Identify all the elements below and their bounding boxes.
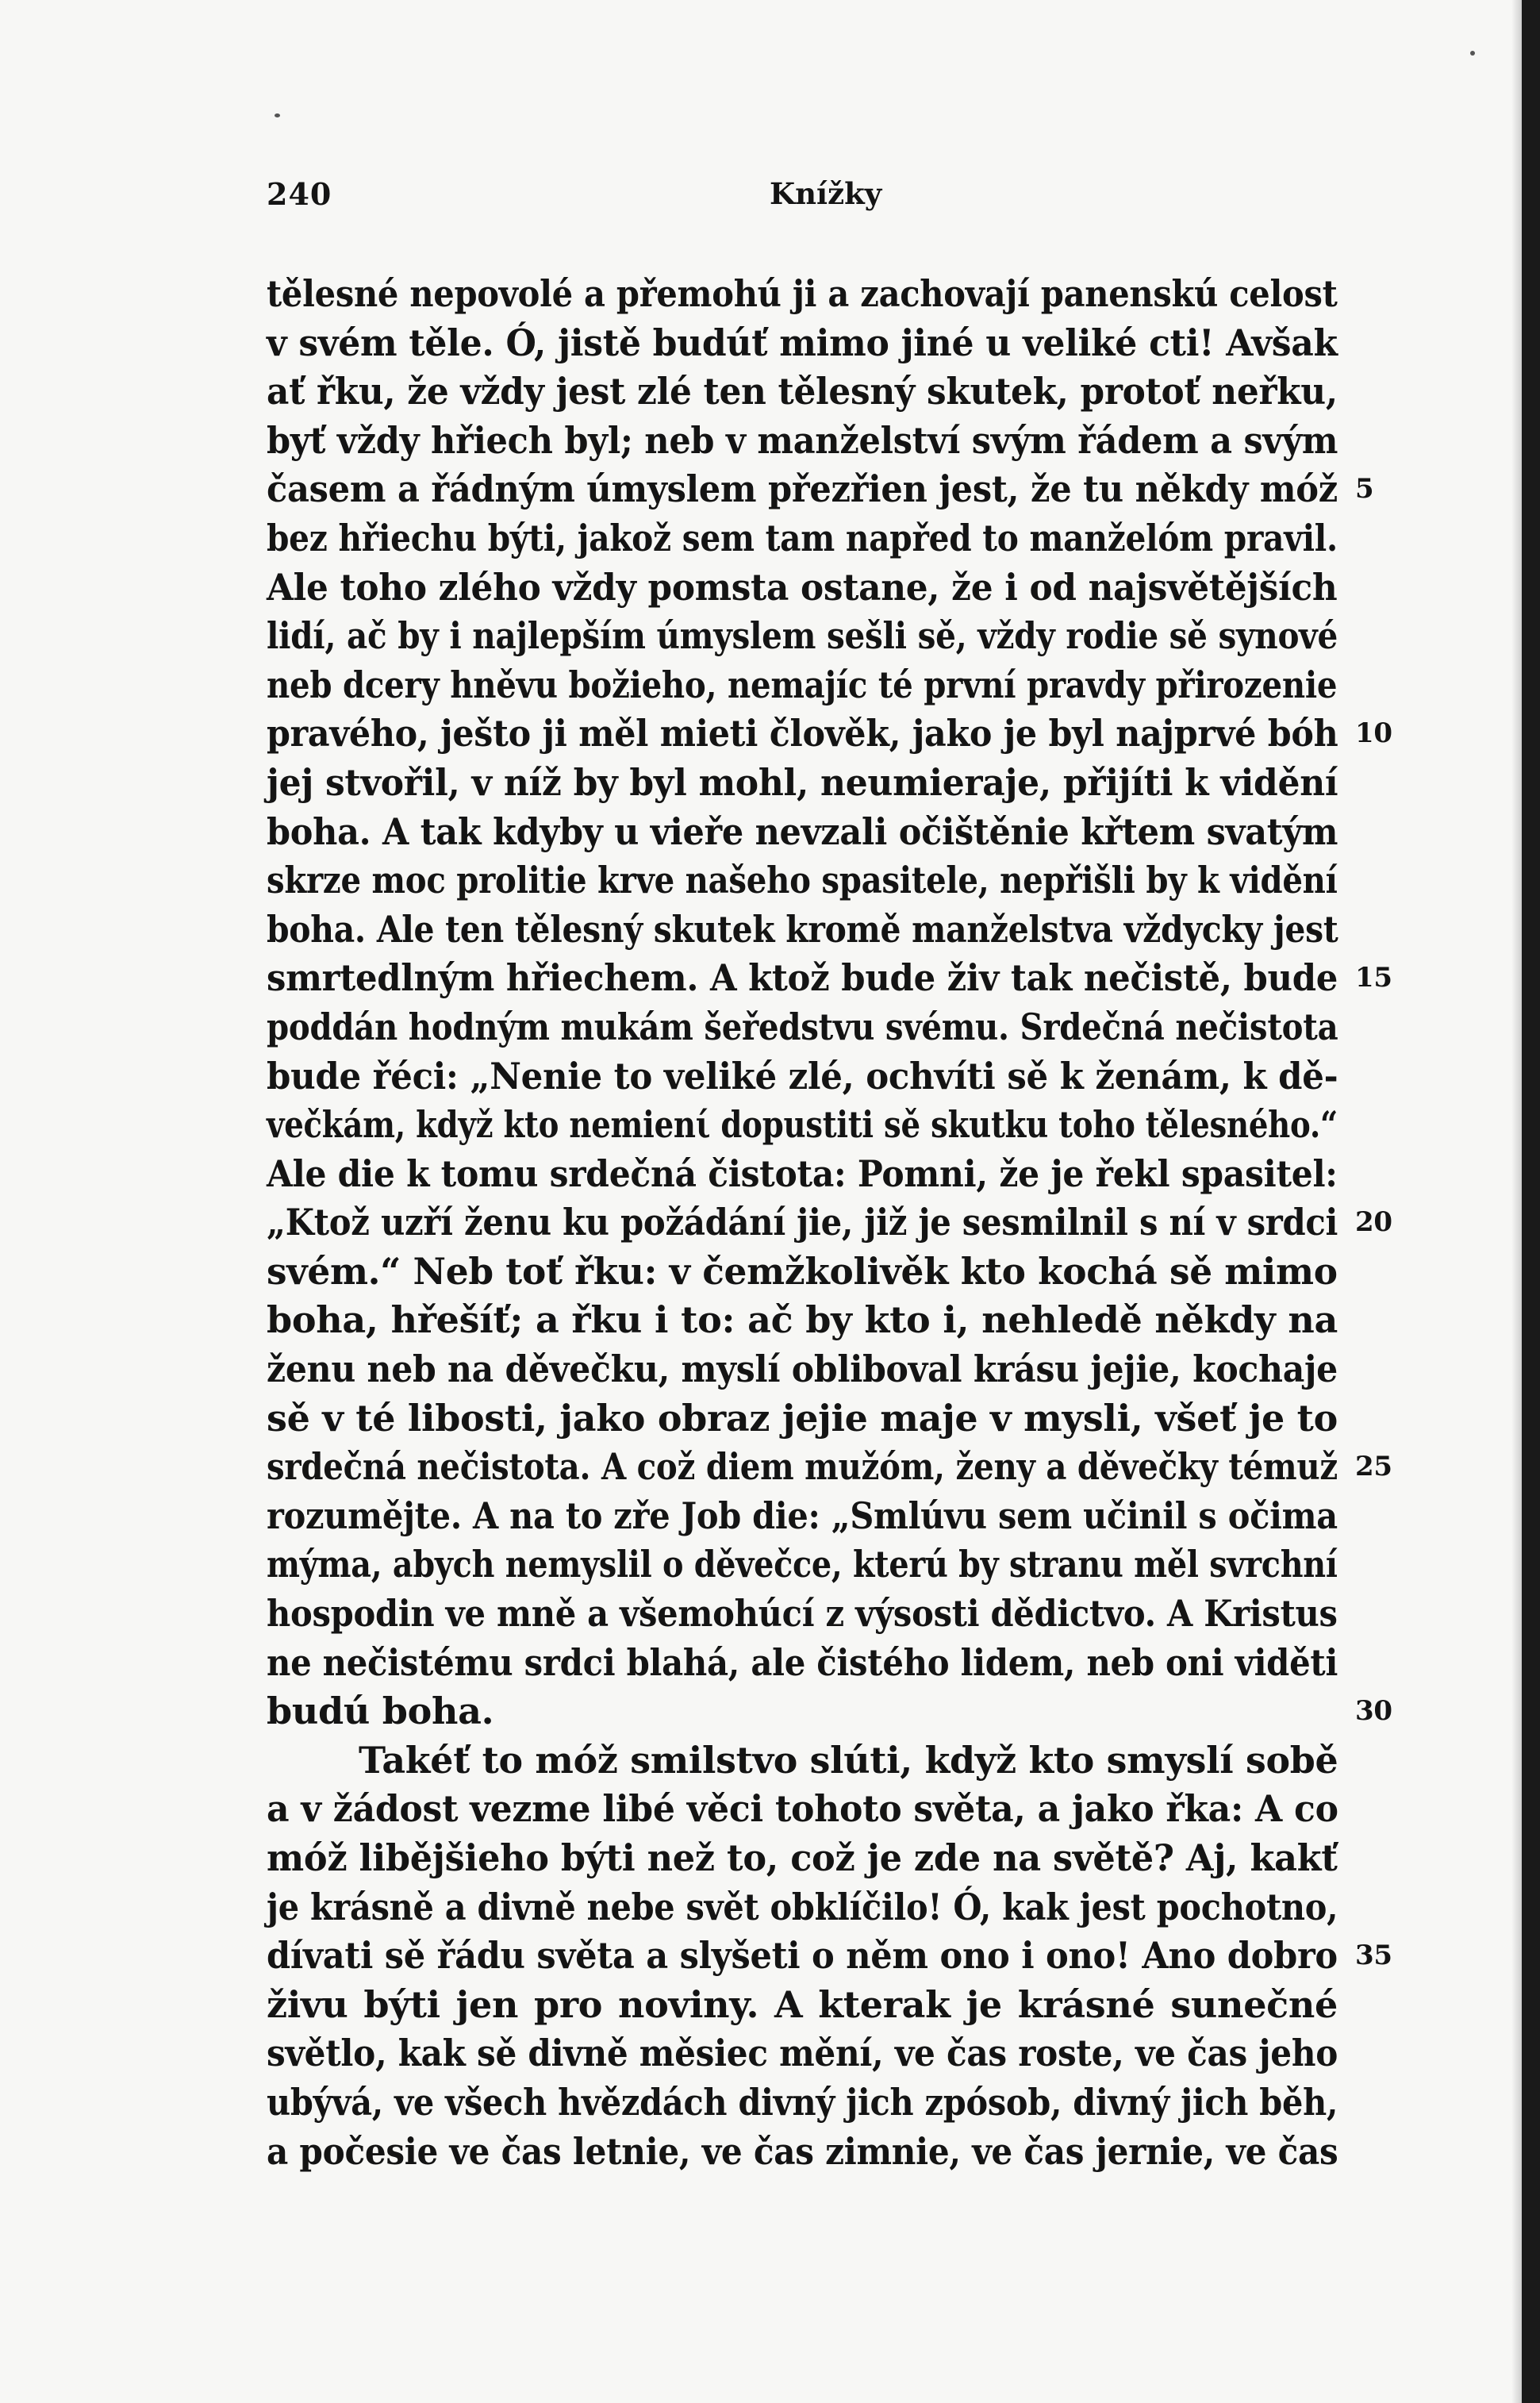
line-text: časem a řádným úmyslem přezřien jest, že tu někdy móž [267,467,1338,511]
line-text: lidí, ač by i najlepším úmyslem sešli sě, vždy rodie sě synové [267,614,1338,658]
line-text: bude řéci: „Nenie to veliké zlé, ochvíti sě k ženám, k dě- [267,1054,1338,1098]
line-text: jej stvořil, v níž by byl mohl, neumieraje, přijíti k vidění [267,760,1338,804]
text-line [267,1248,1338,1297]
line-text: živu býti jen pro noviny. A kterak je krásné sunečné [267,1982,1338,2026]
line-text: pravého, ješto ji měl mieti člověk, jako je byl najprvé bóh [267,712,1338,756]
line-text: svém.“ Neb toť řku: v čemžkolivěk kto kochá sě mimo [267,1249,1338,1293]
text-line [267,2029,1338,2078]
text-line [267,270,1338,319]
line-text: Ale die k tomu srdečná čistota: Pomni, že je řekl spasitel: [267,1152,1338,1195]
line-text: byť vždy hřiech byl; neb v manželství svým řádem a svým [267,418,1338,462]
line-text: „Ktož uzří ženu ku požádání jie, již je sesmilnil s ní v srdci [267,1201,1338,1244]
line-text: ne nečistému srdci blahá, ale čistého lidem, neb oni viděti [267,1640,1338,1684]
line-text: boha. Ale ten tělesný skutek kromě manželstva vždycky jest [267,907,1338,951]
text-line [267,1443,1392,1492]
line-text: v svém těle. Ó, jistě budúť mimo jiné u veliké cti! Avšak [267,321,1338,364]
page-edge-shadow [1511,0,1522,2403]
text-line [267,367,1338,417]
text-line [267,1296,1338,1345]
text-line [267,319,1338,368]
text-line [267,1590,1338,1639]
running-head: Knížky [770,176,882,211]
scan-speck [275,113,280,117]
text-line [267,612,1338,661]
line-text: smrtedlným hřiechem. A ktož bude živ tak nečistě, bude [267,956,1338,1000]
line-text: a v žádost vezme libé věci tohoto světa, a jako řka: A co [267,1787,1338,1831]
line-text: boha, hřešíť; a řku i to: ač by kto i, nehledě někdy na [267,1298,1338,1342]
line-text: tělesné nepovolé a přemohú ji a zachovají panenskú celost [267,272,1338,315]
text-line [267,563,1338,613]
text-line [267,2128,1338,2177]
page-number: 240 [267,176,332,212]
body-text [267,270,1392,2176]
scan-speck [1470,51,1475,56]
line-text: skrze moc prolitie krve našeho spasitele, nepřišli by k vidění [267,859,1338,902]
text-line [267,514,1338,563]
text-line [267,808,1338,857]
text-line [267,1101,1338,1150]
line-text: rozumějte. A na to zře Job die: „Smlúvu sem učinil s očima [267,1494,1338,1537]
line-text: světlo, kak sě divně měsiec mění, ve čas roste, ve čas jeho [267,2032,1338,2075]
text-line [267,1150,1338,1199]
text-line [267,1345,1338,1394]
text-line [267,417,1338,466]
line-text: ženu neb na děvečku, myslí obliboval krásu jejie, kochaje [267,1348,1338,1391]
line-text: boha. A tak kdyby u vieře nevzali očištěnie křtem svatým [267,809,1338,853]
line-text: móž libějšieho býti než to, což je zde na světě? Aj, kakť [267,1836,1338,1879]
text-line [267,759,1338,808]
line-text: ubývá, ve všech hvězdách divný jich zpósob, divný jich běh, [267,2080,1338,2124]
text-line [267,2078,1338,2128]
text-line [267,905,1338,955]
line-text: Takéť to móž smilstvo slúti, když kto smyslí sobě [359,1738,1338,1782]
text-line [267,1785,1338,1834]
line-number: 35 [1355,1940,1392,1972]
line-text: srdečná nečistota. A což diem mužóm, ženy a děvečky témuž [267,1445,1338,1489]
text-line [267,1052,1338,1102]
line-text: poddán hodným mukám šeředstvu svému. Srdečná nečistota [267,1005,1338,1048]
line-text: bez hřiechu býti, jakož sem tam napřed to manželóm pravil. [267,516,1338,559]
text-line [267,1639,1338,1688]
line-number: 20 [1355,1206,1392,1239]
text-line [267,1198,1392,1248]
line-number: 10 [1355,717,1392,750]
line-number: 5 [1355,473,1374,506]
scan-border [1522,0,1540,2403]
line-number: 30 [1355,1695,1392,1728]
text-line [267,1932,1392,1981]
text-line [267,465,1374,514]
line-text: je krásně a divně nebe svět obklíčilo! Ó, kak jest pochotno, [267,1885,1338,1928]
line-text: hospodin ve mně a všemohúcí z výsosti dědictvo. A Kristus [267,1592,1338,1636]
text-line [267,661,1338,710]
text-line [267,1540,1338,1590]
line-text: sě v té libosti, jako obraz jejie maje v mysli, všeť je to [267,1396,1338,1440]
text-line [267,1394,1338,1444]
text-line [267,1492,1338,1541]
line-text: budú boha. [267,1690,494,1733]
text-line [267,954,1392,1003]
text-line [267,1883,1338,1932]
text-line [267,709,1392,759]
line-text: večkám, když kto nemienί dopustiti sě skutku toho tělesného.“ [267,1103,1338,1147]
text-line [267,1981,1338,2030]
text-line [267,1687,1392,1736]
text-line [267,1003,1338,1052]
line-text: neb dcery hněvu božieho, nemajíc té první pravdy přirozenie [267,663,1338,706]
line-text: dívati sě řádu světa a slyšeti o něm ono i ono! Ano dobro [267,1934,1338,1978]
text-line [267,856,1338,905]
line-number: 25 [1355,1451,1392,1483]
line-text: ať řku, že vždy jest zlé ten tělesný skutek, protoť neřku, [267,370,1338,413]
line-number: 15 [1355,962,1392,994]
line-text: Ale toho zlého vždy pomsta ostane, že i od najsvětějších [267,565,1338,609]
text-line [267,1834,1338,1883]
line-text: mýma, abych nemyslil o děvečce, kterú by stranu měl svrchní [267,1543,1338,1586]
line-text: a počesie ve čas letnie, ve čas zimnie, ve čas jernie, ve čas [267,2129,1338,2173]
text-line [267,1736,1338,1786]
